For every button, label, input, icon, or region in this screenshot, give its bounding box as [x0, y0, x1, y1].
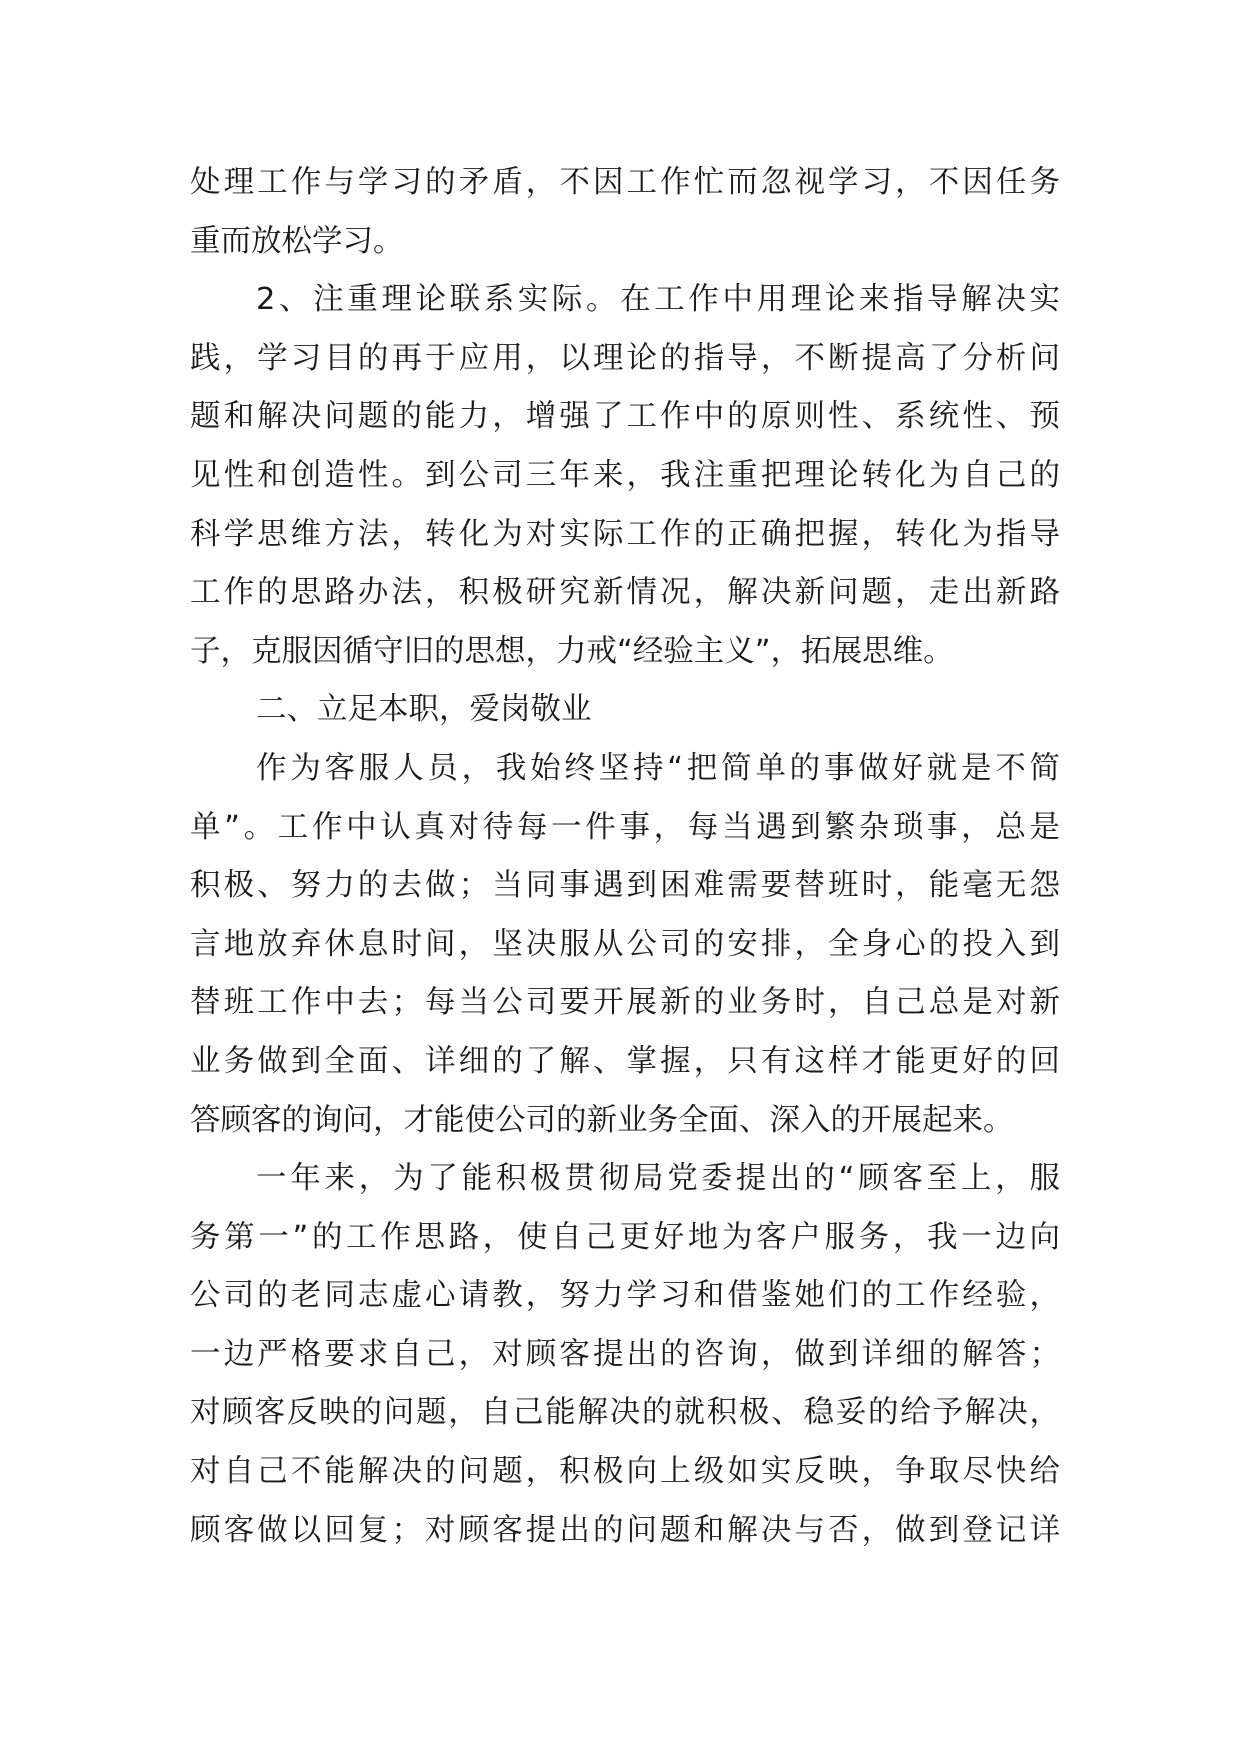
- text-line: 对顾客反映的问题，自己能解决的就积极、稳妥的给予解决，: [190, 1395, 1060, 1431]
- text-line: 对自己不能解决的问题，积极向上级如实反映，争取尽快给: [190, 1454, 1060, 1490]
- text-line: 单”。工作中认真对待每一件事，每当遇到繁杂琐事，总是: [190, 809, 1060, 845]
- text-line: 2、注重理论联系实际。在工作中用理论来指导解决实: [256, 282, 1060, 318]
- section-heading: 二、立足本职，爱岗敬业: [256, 692, 592, 728]
- text-line: 一边严格要求自己，对顾客提出的咨询，做到详细的解答；: [190, 1336, 1060, 1372]
- text-line: 科学思维方法，转化为对实际工作的正确把握，转化为指导: [190, 516, 1060, 552]
- text-line: 工作的思路办法，积极研究新情况，解决新问题，走出新路: [190, 575, 1060, 611]
- text-line: 替班工作中去；每当公司要开展新的业务时，自己总是对新: [190, 985, 1060, 1021]
- text-line: 顾客做以回复；对顾客提出的问题和解决与否，做到登记详: [190, 1512, 1060, 1548]
- text-line: 作为客服人员，我始终坚持“把简单的事做好就是不简: [256, 750, 1060, 786]
- text-line: 题和解决问题的能力，增强了工作中的原则性、系统性、预: [190, 399, 1060, 435]
- text-line: 公司的老同志虚心请教，努力学习和借鉴她们的工作经验，: [190, 1278, 1060, 1314]
- text-line: 践，学习目的再于应用，以理论的指导，不断提高了分析问: [190, 340, 1060, 376]
- text-line: 见性和创造性。到公司三年来，我注重把理论转化为自己的: [190, 457, 1060, 493]
- text-line: 重而放松学习。: [190, 223, 404, 259]
- text-line: 务第一”的工作思路，使自己更好地为客户服务，我一边向: [190, 1219, 1060, 1255]
- text-line: 言地放弃休息时间，坚决服从公司的安排，全身心的投入到: [190, 926, 1060, 962]
- text-line: 积极、努力的去做；当同事遇到困难需要替班时，能毫无怨: [190, 868, 1060, 904]
- text-line: 答顾客的询问，才能使公司的新业务全面、深入的开展起来。: [190, 1102, 1014, 1138]
- text-line: 处理工作与学习的矛盾，不因工作忙而忽视学习，不因任务: [190, 165, 1060, 200]
- text-line: 子，克服因循守旧的思想，力戒“经验主义”，拓展思维。: [190, 633, 954, 669]
- document-body: [190, 154, 1060, 1560]
- text-line: 一年来，为了能积极贯彻局党委提出的“顾客至上，服: [256, 1161, 1060, 1197]
- text-line: 业务做到全面、详细的了解、掌握，只有这样才能更好的回: [190, 1043, 1060, 1079]
